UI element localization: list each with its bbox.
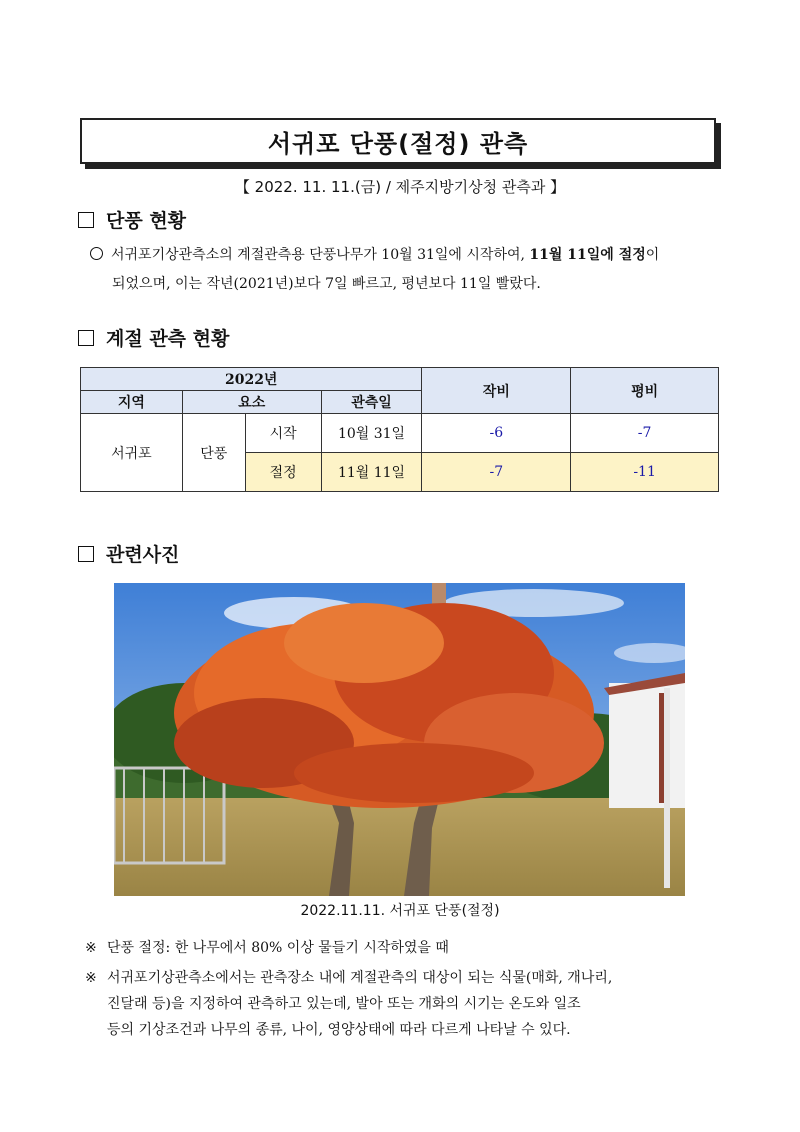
maple-tree-photo — [114, 583, 685, 896]
note-text: 진달래 등)을 지정하여 관측하고 있는데, 발아 또는 개화의 시기는 온도와 일조 — [107, 996, 581, 1012]
phase-cell: 시작 — [245, 414, 321, 453]
maple-tree-illustration — [114, 583, 685, 896]
title-box — [80, 118, 716, 164]
photo-caption: 2022.11.11. 서귀포 단풍(절정) — [300, 903, 500, 919]
note-2 — [85, 965, 735, 1043]
table-row — [81, 414, 719, 453]
col-header-vs-normal: 평비 — [571, 368, 719, 414]
square-bullet-icon — [78, 546, 94, 562]
vs-normal-cell: -11 — [571, 453, 719, 492]
square-bullet-icon — [78, 212, 94, 228]
subtitle: 【 2022. 11. 11.(금) / 제주지방기상청 관측과 】 — [234, 178, 566, 196]
page-title: 서귀포 단풍(절정) 관측 — [267, 129, 529, 158]
element-cell: 단풍 — [182, 414, 245, 492]
section-heading-observation — [78, 324, 229, 351]
region-cell: 서귀포 — [81, 414, 183, 492]
reference-mark: ※ — [85, 940, 97, 956]
note-1 — [85, 935, 735, 961]
note-text: 단풍 절정: 한 나무에서 80% 이상 물들기 시작하였을 때 — [107, 940, 449, 956]
reference-mark: ※ — [85, 970, 97, 986]
square-bullet-icon — [78, 330, 94, 346]
vs-last-cell: -7 — [422, 453, 571, 492]
status-line-2: 되었으며, 이는 작년(2021년)보다 7일 빠르고, 평년보다 11일 빨랐다. — [112, 276, 541, 292]
col-header-element: 요소 — [182, 391, 321, 414]
date-cell: 11월 11일 — [321, 453, 422, 492]
col-header-date: 관측일 — [321, 391, 422, 414]
col-header-region: 지역 — [81, 391, 183, 414]
highlight-text: 11월 11일에 절정 — [529, 247, 646, 263]
section-heading-photo — [78, 540, 179, 567]
section-heading-status — [78, 206, 186, 233]
section-heading-text: 계절 관측 현황 — [106, 328, 230, 350]
note-text: 등의 기상조건과 나무의 종류, 나이, 영양상태에 따라 다르게 나타날 수 있다. — [107, 1022, 571, 1038]
section-heading-text: 단풍 현황 — [106, 210, 187, 232]
status-line-1: 서귀포기상관측소의 계절관측용 단풍나무가 10월 31일에 시작하여, 11월 11일에 절정이 — [90, 241, 730, 270]
circle-bullet-icon — [90, 247, 103, 260]
year-header: 2022년 — [81, 368, 422, 391]
date-cell: 10월 31일 — [321, 414, 422, 453]
vs-last-cell: -6 — [422, 414, 571, 453]
phase-cell: 절정 — [245, 453, 321, 492]
observation-table — [80, 367, 719, 492]
note-text: 서귀포기상관측소에서는 관측장소 내에 계절관측의 대상이 되는 식물(매화, 개나리, — [107, 970, 613, 986]
status-paragraph — [90, 241, 730, 299]
table-header-row — [81, 368, 719, 391]
vs-normal-cell: -7 — [571, 414, 719, 453]
col-header-vs-last: 작비 — [422, 368, 571, 414]
section-heading-text: 관련사진 — [106, 544, 180, 566]
